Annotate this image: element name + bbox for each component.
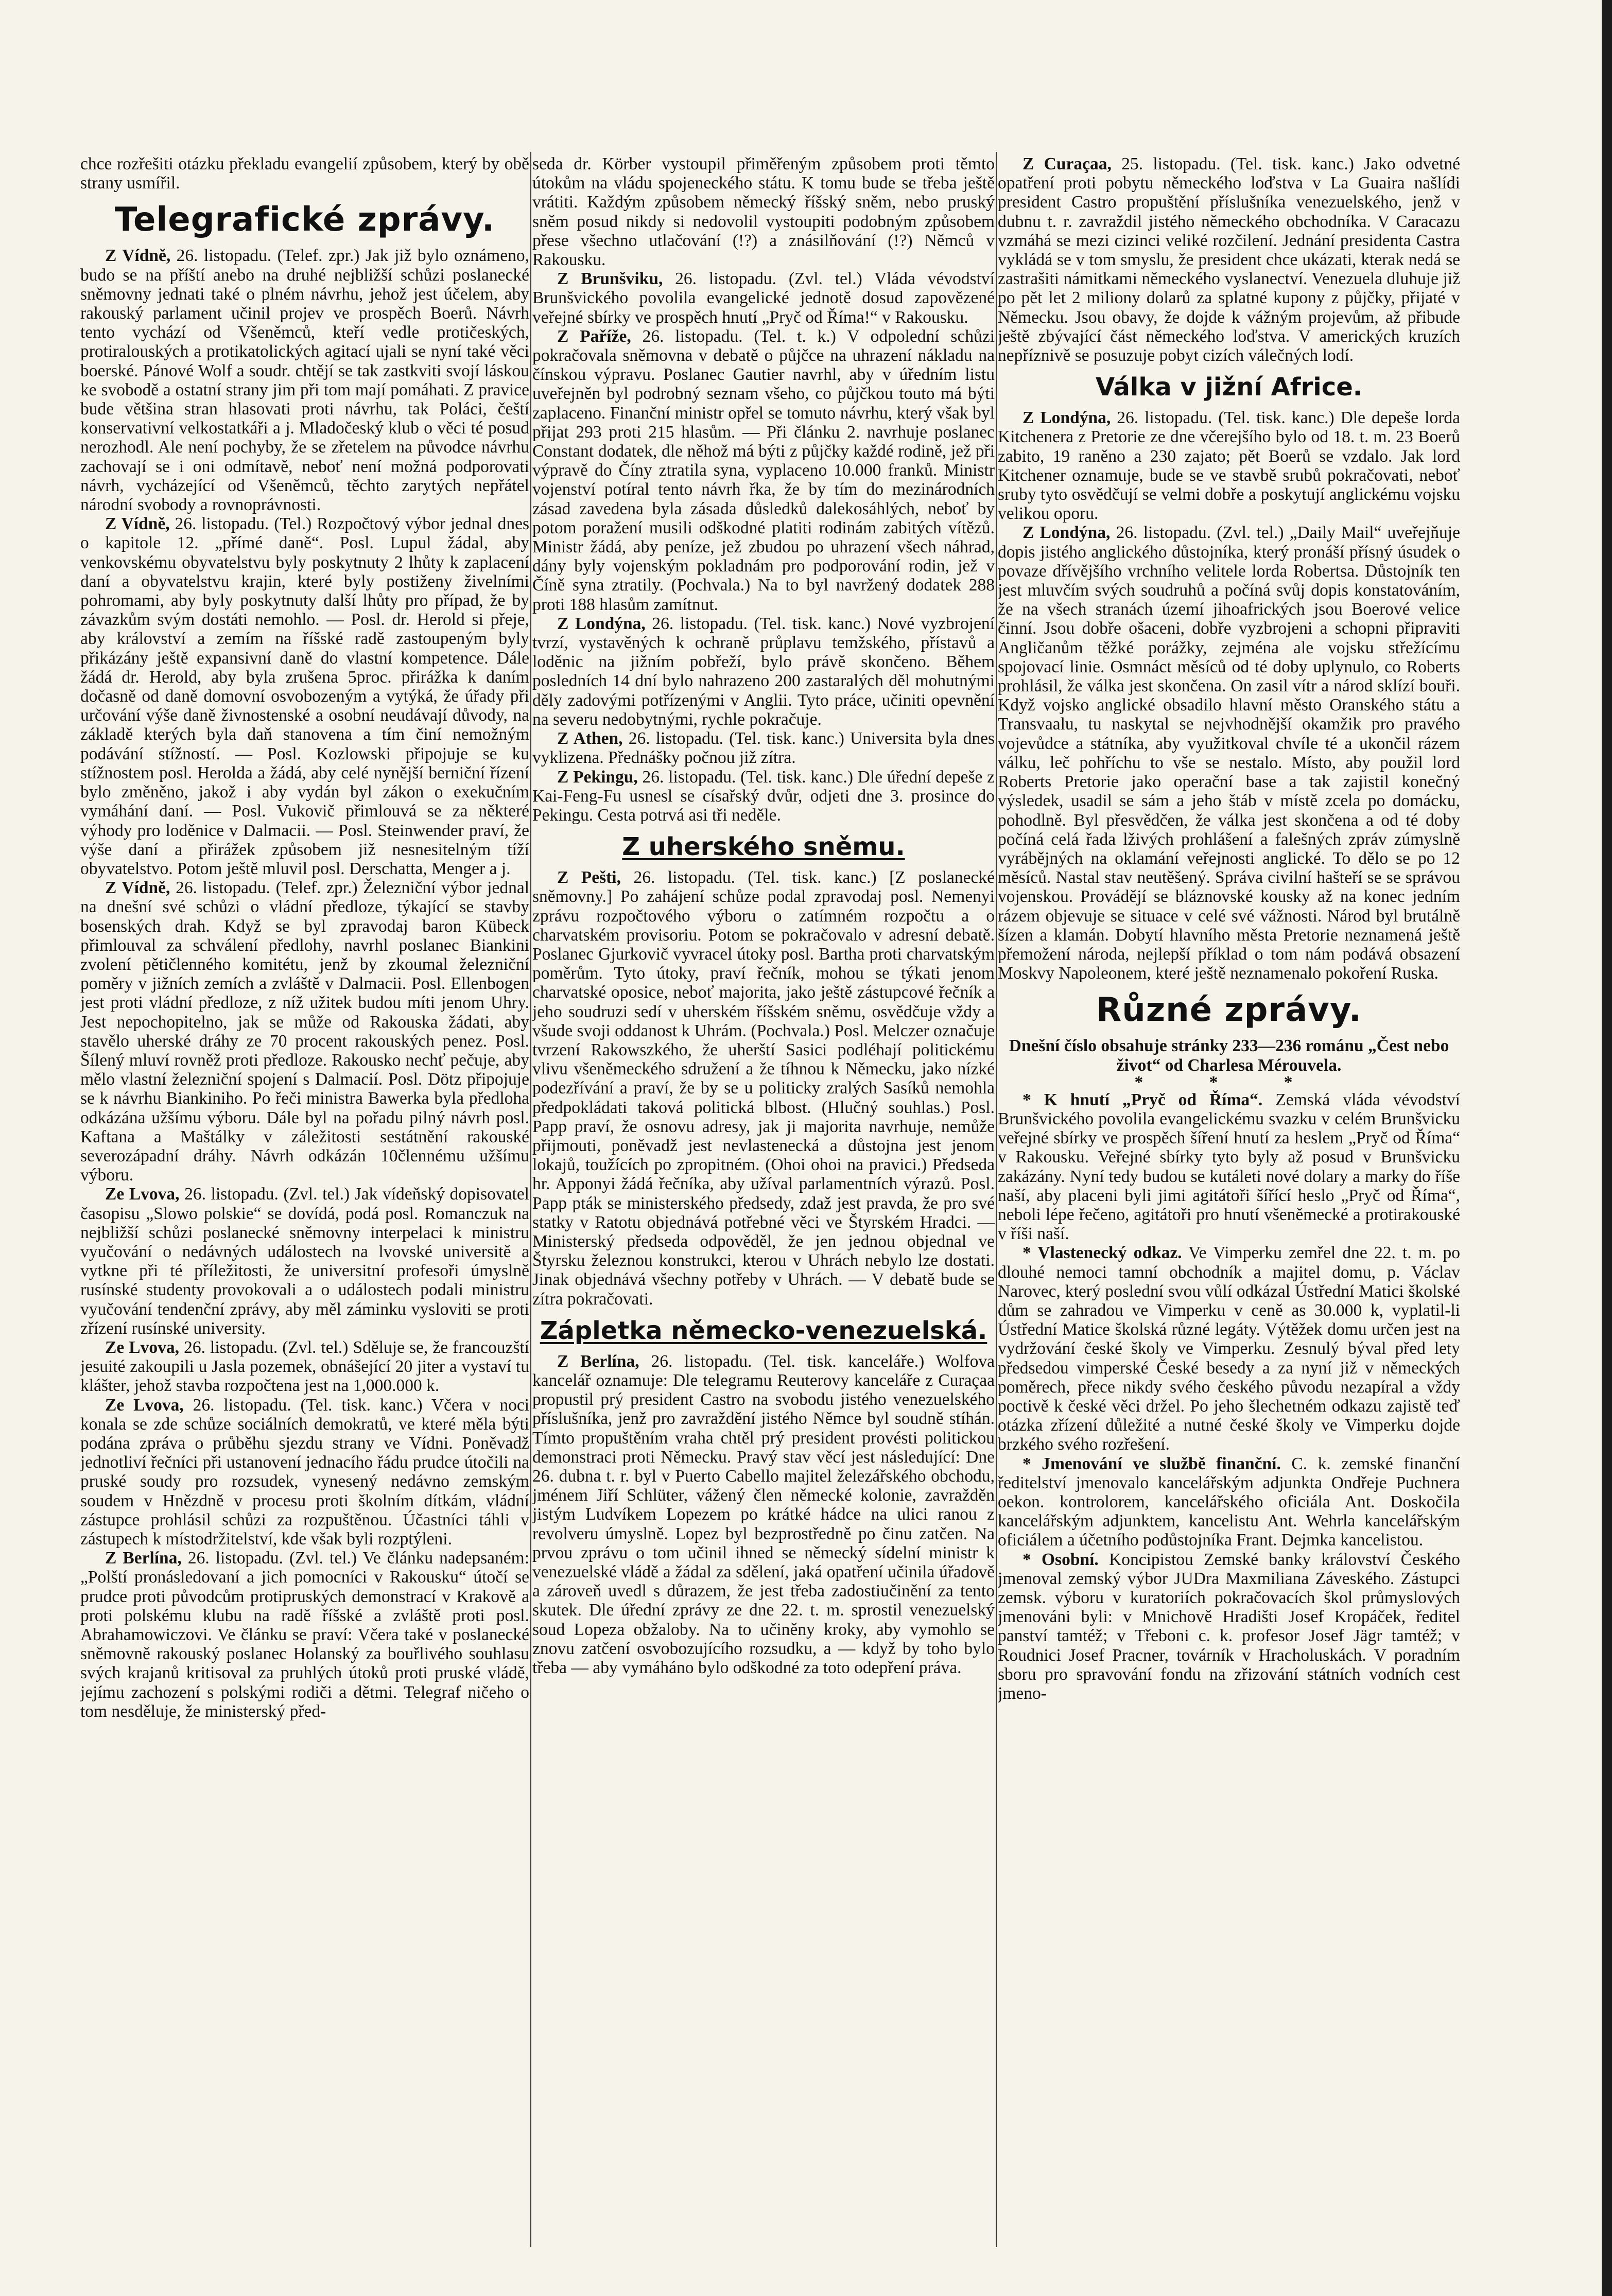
news-item	[532, 269, 995, 327]
dateline: Z Londýna,	[1022, 408, 1111, 428]
column-2	[532, 154, 995, 2250]
separator-stars: * * *	[1134, 1072, 1324, 1092]
news-item	[532, 868, 995, 1309]
column-1	[80, 154, 529, 2250]
heading-text: Z uherského sněmu.	[622, 832, 905, 862]
dateline: Z Athen,	[557, 729, 623, 749]
news-item	[998, 154, 1460, 365]
news-item	[532, 729, 995, 767]
news-text: 26. listopadu. (Telef. zpr.) Jak již bylo oznámeno, budo se na příští anebo na druhé nejbližší schůzi poslanecké sněmovny jednati také o plném návrhu, jehož jest účelem, aby rakouský parlament učinil projev ve prospěch Boerů. Návrh tento vychází od Všeněmců, kteří vedle protičeských, protiralouských a protikatolických agitací ujali se nyní také věci boerské. Pánové Wolf a soudr. chtějí se tak zastkviti svojí láskou ke svobodě a ostatní strany jim při tom mají pomáhati. Z pravice bude většina stran hlasovati proti návrhu, tak Poláci, čeští konservativní velkostatkáři a j. Mladočeský klub o věci té posud nerozhodl. Ale není pochyby, že se zřetelem na původce návrhu zachovají se i oni odmítavě, neboť není možná podporovati návrh, vycházející od Všeněmců, těchto zarytých nepřátel národní svobody a rovnoprávnosti.	[80, 246, 529, 515]
news-item	[998, 1454, 1460, 1550]
news-text: 26. listopadu. (Zvl. tel.) Ve článku nadepsaném: „Polští pronásledovaní a jich pomocníci v Rakousku“ útočí se prudce proti původcům protipruských demonstrací v Krakově a proti polskému klubu na radě říšské a zvláště proti posl. Abrahamowiczovi. Ve článku se praví: Včera také v poslanecké sněmovně rakouský poslanec Holanský za bouřlivého souhlasu svých krajanů kritisoval za pruhlých útoků proti pruské vládě, jejímu zachození s polskými rodiči a dětmi. Telegraf ničeho o tom nesděluje, že ministerský před-	[80, 1549, 529, 1721]
dateline: Z Vídně,	[105, 514, 170, 534]
dateline: Z Curaçaa,	[1022, 154, 1112, 173]
column-divider	[530, 152, 531, 2247]
news-text: 26. listopadu. (Zvl. tel.) Jak vídeňský dopisovatel časopisu „Slowo polskie“ se dovídá, podá posl. Romanczuk na nejbližší schůzi poslanecké sněmovny interpelaci k ministru vyučování o nedávných událostech na lvovské universitě a vytkne při té příležitosti, že universitní profesoři úmyslně rusínské studenty provokovali a o událostech podali ministru vyučování tendenční zprávy, aby měl záminku vysloviti se proti zřízení rusínské university.	[80, 1185, 529, 1338]
dateline: Z Londýna,	[1022, 523, 1111, 543]
news-text: 25. listopadu. (Tel. tisk. kanc.) Jako odvetné opatření proti pobytu německého loďstva v La Guaira našlídi president Castro propuštění příslušníka venezuelského, jenž v dubnu t. r. zavraždil jistého německého obchodníka. V Caracazu vzmáhá se mezi cizinci veliké rozčilení. Jednání presidenta Castra vykládá se v tom smyslu, že president chce ukázati, kterak nedá se zastrašiti námitkami německého vyslanectví. Venezuela dluhuje již po pět let 2 miliony dolarů za splatné kupony z půjčky, přijaté v Německu. Jsou obavy, že dojde k vážným projevům, až přibude ještě zbývající část německého loďstva. V amerických kruzích nepříznivě se posuzuje pobyt cizích válečných lodí.	[998, 154, 1460, 366]
news-item	[998, 523, 1460, 983]
section-heading-misc-news: Různé zprávy.	[1096, 991, 1362, 1030]
news-item	[532, 614, 995, 729]
dateline: Z Brunšviku,	[557, 269, 663, 289]
news-item	[998, 1090, 1460, 1244]
news-item	[532, 327, 995, 614]
news-text: Ve Vimperku zemřel dne 22. t. m. po dlouhé nemoci tamní obchodník a majitel domu, p. Václav Narovec, který poslední svou vůlí odkázal Ústřední Matici školské dům se zahradou ve Vimperku v ceně as 30.000 k, vyplatil-li Ústřední Matice školská různé legáty. Výtěžek domu určen jest na vydržování české školy ve Vimperku. Zesnulý býval před lety předsedou vimperské České besedy a za nyní již v německých poměrech, přece nikdy svého českého původu nezapíral a vždy poctivě k české věci držel. Po jeho šlechetném odkazu zajistě teď otázka zřízení důležité a nutné české školy ve Vimperku dojde brzkého svého rozřešení.	[998, 1243, 1460, 1454]
news-text: 26. listopadu. (Tel. tisk. kanc.) Universita byla dnes vyklizena. Přednášky počnou již zítra.	[532, 729, 995, 768]
dateline: Z Pešti,	[557, 868, 621, 888]
dateline: Z Berlína,	[557, 1351, 639, 1371]
news-text: C. k. zemské finanční ředitelství jmenovalo kancelářským adjunkta Ondřeje Puchnera oekon. kontrolorem, kancelářského oficiála Ant. Doskočila kancelářským adjunktem, kancelistu Ant. Wehrla kancelářským oficiálem a účetního podůstojníka Frant. Dejmka kancelistou.	[998, 1454, 1460, 1550]
dateline: Z Pekingu,	[557, 767, 638, 787]
column-3	[998, 154, 1460, 2250]
news-text: 26. listopadu. (Tel.) Rozpočtový výbor jednal dnes o kapitole 12. „přímé daně“. Posl. Lupul žádal, aby venkovskému obyvatelstvu byly poskytnuty 2 lhůty k zaplacení daní a obyvatelstvu krajin, které byly postiženy živelními pohromami, aby byly poskytnuty další lhůty pro případ, že by závazkům svým dostáti nemohlo. — Posl. dr. Herold si přeje, aby království a zemím na říšské radě zastoupeným byly přikázány ještě expansivní daně do vlastní kompetence. Dále žádá dr. Herold, aby byla zrušena 5proc. přirážka k daním dočasně od daně domovní osvobozeným a vytýká, že úřady při určování výše daně živnostenské a osobní neudávají důvody, na základě kterých byla daň stanovena a tím činí nemožným podávání stížností. — Posl. Kozlowski připojuje se ku stížnostem posl. Herolda a žádá, aby celé nynější berniční řízení bylo změněno, jakož i aby vydán byl zákon o exekučním vymáhání daní. — Posl. Vukovič přimlouvá se za některé výhody pro loděnice v Dalmacii. — Posl. Steinwender praví, že výše daní a přirážek způsobem již nesnesitelným tíží obyvatelstvo. Potom ještě mluvil posl. Derschatta, Menger a j.	[80, 514, 529, 878]
news-text: Zemská vláda vévodství Brunšvického povolila evangelickému svazku v celém Brunšvicku veřejné sbírky ve prospěch šíření hnutí za heslem „Pryč od Říma“ v Rakousku. Veřejné sbírky tyto byly až posud v Brunšvicku zakázány. Nyní tedy budou se kutáleti nové dolary a marky do říše naší, aby placeni byli jimi agitátoři šířící heslo „Pryč od Říma“, neboli lépe řečeno, agitátoři pro hnutí všeněmecké a protirakouské v říši naší.	[998, 1090, 1460, 1244]
heading-text: Zápletka německo-venezuelská.	[540, 1316, 987, 1345]
serial-notice: Dnešní číslo obsahuje stránky 233—236 románu „Čest nebo život“ od Charlesa Mérouvela.	[1009, 1036, 1449, 1075]
section-heading-south-africa: Válka v jižní Africe.	[1096, 373, 1362, 402]
news-text: 26. listopadu. (Zvl. tel.) Vláda vévodství Brunšvického povolila evangelické jednotě dosud zapovězené veřejné sbírky ve prospěch hnutí „Pryč od Říma!“ v Rakousku.	[532, 269, 995, 327]
dateline: Z Londýna,	[557, 614, 646, 633]
news-text: 26. listopadu. (Tel. tisk. kanc.) Dle úřední depeše z Kai-Feng-Fu usnesl se císařský dvůr, odjeti dne 3. prosince do Pekingu. Cesta potrvá asi tři neděle.	[532, 767, 995, 825]
news-item	[80, 1396, 529, 1549]
dateline: Z Paříže,	[557, 326, 631, 346]
continued-text: seda dr. Körber vystoupil přiměřeným způsobem proti těmto útokům na vládu spojeneckého státu. K tomu bude se třeba ještě vrátiti. Každým způsobem německý říšský sněm, nebo pruský sněm posud nikdy si nedovolil vystoupiti podobným způsobem přese všechno utlačování (!?) a znásilňování (!?) Němců v Rakousku.	[532, 154, 995, 270]
news-item	[80, 1338, 529, 1396]
section-heading-telegrams: Telegrafické zprávy.	[114, 201, 495, 239]
continued-text: chce rozřešiti otázku překladu evangelií způsobem, který by obě strany usmířil.	[80, 154, 529, 193]
news-item	[80, 1185, 529, 1338]
column-divider	[996, 152, 997, 2247]
dateline: * Vlastenecký odkaz.	[1022, 1243, 1182, 1263]
dateline: * K hnutí „Pryč od Říma“.	[1022, 1090, 1263, 1109]
news-text: 26. listopadu. (Zvl. tel.) Sděluje se, že francouzští jesuité zakoupili u Jasla pozemek, obnášející 20 jiter a vystaví tu klášter, jehož stavba rozpočtena jest na 1,000.000 k.	[80, 1337, 529, 1396]
news-text: 26. listopadu. (Tel. tisk. kanceláře.) Wolfova kancelář oznamuje: Dle telegramu Reuterovy kanceláře z Curaçaa propustil prý president Castro na svobodu jistého venezuelského příslušníka, jenž pro zavraždění jistého Němce byl soudně stíhán. Tímto propuštěním vraha chtěl prý president provésti politickou demonstraci proti Německu. Pravý stav věcí jest následující: Dne 26. dubna t. r. byl v Puerto Cabello majitel železářského obchodu, jménem Jiří Schlüter, vážený člen německé kolonie, zavražděn jistým Ludvíkem Lopezem po krátké hádce na ulici ranou z revolveru úmyslně. Lopez byl bezprostředně po činu zatčen. Na prvou zprávu o tom učinil ihned se německý sídelní ministr k venezuelské vládě a žádal za sdělení, jaká opatření učinila úřadově a zároveň uvedl s důrazem, že jest třeba zadostiučinění za tento skutek. Dle úřední zprávy ze dne 22. t. m. sprostil venezuelský soud Lopeza obžaloby. Na to učiněny kroky, aby vymohlo se znovu zatčení osvobozujícího rozsudku, a — když by toho bylo třeba — aby vymáháno bylo odškodné za toto odepření práva.	[532, 1351, 995, 1678]
dateline: Ze Lvova,	[105, 1185, 180, 1204]
news-text: 26. listopadu. (Zvl. tel.) „Daily Mail“ uveřejňuje dopis jistého anglického důstojníka, který pronáší přísný úsudek o povaze dřívějšího vrchního velitele lorda Robertsa. Důstojník ten jest mluvčím svých soudruhů a počíná svůj dopis konstatováním, že na všech stranách území jihoafrických jsou Boerové velice činní. Jsou dobře ošaceni, dobře vyzbrojeni a schopni připraviti Angličanům těžké porážky, zejména ale vojsku střežícímu spojovací linie. Osmnáct měsíců od té doby uplynulo, co Roberts prohlásil, že válka jest skončena. On zasil vítr a národ sklízí bouři. Když vojsko anglické obsadilo hlavní město Oranského státu a Transvaalu, tu naskytal se nejvhodnější okamžik pro pravého vojevůdce a státníka, aby využitkoval chvíle té a ukončil rázem válku, leč pohříchu to vše se nestalo. Místo, aby použil lord Roberts Pretorie jako operační base a tak zajistil konečný výsledek, usadil se sám a jeho štáb v místě zcela po domácku, pohodlně. Byl přesvědčen, že válka jest skončena a od té doby počíná celá řada lživých prohlášení a falešných zpráv zúmyslně vyrábějných na oklamání veřejnosti anglické. To dělo se po 12 měsíců. Nastal stav neutěšený. Správa civilní hašteří se se správou vojenskou. Provádějí se bláznovské kousky až na konec jedním rázem objevuje se situace v celé své vážnosti. Národ byl brutálně šízen a klamán. Dobytí hlavního města Pretorie neznamená ještě přemožení národa, nejlepší příklad o tom nám podává obsazení Moskvy Napoleonem, které ještě neznamenalo pokoření Ruska.	[998, 523, 1460, 983]
news-item	[80, 514, 529, 878]
section-heading-venezuela	[532, 1316, 995, 1346]
news-text: 26. listopadu. (Tel. tisk. kanc.) Nové vyzbrojení tvrzí, vystavěných k ochraně průplavu temžského, přístavů a loděnic na jižním pobřeží, bylo právě skončeno. Během posledních 14 dní bylo nahrazeno 200 zastaralých děl mohutnými děly zadovými potřízenými v Anglii. Tyto práce, učiniti opevnění na severu nedobytnými, rychle pokračuje.	[532, 614, 995, 729]
news-text: 26. listopadu. (Telef. zpr.) Železniční výbor jednal na dnešní své schůzi o vládní předloze, týkající se stavby bosenských drah. Když se byl zpravodaj baron Kübeck přimlouval za schválení předlohy, navrhl poslanec Biankini zvolení pětičlenného komitétu, jenž by zkoumal železniční poměry v jižních zemích a zvláště v Dalmacii. Posl. Ellenbogen jest proti vládní předloze, z níž užitek budou míti jenom Uhry. Jest nepochopitelno, jak se může od Rakouska žádati, aby stavělo uherské dráhy ze 70 procent rakouských penez. Posl. Šílený mluví rovněž proti předloze. Rakousko nechť pečuje, aby mělo vlastní železniční spojení s Dalmacií. Posl. Dötz připojuje se k návrhu Biankiniho. Po řeči ministra Bawerka byla předloha odkázána užšímu výboru. Dále byl na pořadu pilný návrh posl. Kaftana a Maštálky v záležitosti sestátnění rakouské severozápadní dráhy. Návrh odkázán 10člennému užšímu výboru.	[80, 878, 529, 1185]
news-item	[998, 1243, 1460, 1454]
news-text: 26. listopadu. (Tel. tisk. kanc.) Včera v noci konala se zde schůze sociálních demokratů, ve které měla býti podána zpráva o průběhu sjezdu strany ve Vídni. Poněvadž jednotliví řečníci při ustanovení jednacího řádu prudce útočili na pruské soudy pro rozsudek, vynesený nedávno zemským soudem v Hnězdně v procesu proti školním dítkám, vládní zástupce prohlásil schůzi za rozpuštěnou. Účastníci táhli v zástupech k místodržitelství, kde však byli rozptýleni.	[80, 1395, 529, 1549]
dateline: * Jmenování ve službě finanční.	[1022, 1454, 1281, 1473]
news-item	[80, 878, 529, 1185]
news-text: 26. listopadu. (Tel. t. k.) V odpolední schůzi pokračovala sněmovna v debatě o půjčce na uhrazení nákladu na čínskou výpravu. Poslanec Gautier navrhl, aby v úředním listu uveřejněn byl podrobný seznam všeho, co půjčkou touto má býti zaplaceno. Finanční ministr opřel se tomuto návrhu, který však byl přijat 293 proti 215 hlasům. — Při článku 2. navrhuje poslanec Constant dodatek, dle něhož má býti z půjčky každé rodině, jež při výpravě do Číny ztratila syna, vyplaceno 10.000 franků. Ministr vojenství potíral tento návrh řka, že by tím do mezinárodních zásad zavedena byla zásada důsledků dalekosáhlých, neboť by potom poražení musili odškodné platiti rodinám zabitých vítězů. Ministr žádá, aby peníze, jež zbudou po uhrazení všech náhrad, dány byly vojenským pokladnám pro podporování rodin, jež v Číně syna ztratily. (Pochvala.) Na to byl navržený dodatek 288 proti 188 hlasům zamítnut.	[532, 326, 995, 614]
news-item	[998, 1550, 1460, 1703]
dateline: Ze Lvova,	[105, 1337, 179, 1357]
news-text: 26. listopadu. (Tel. tisk. kanc.) Dle depeše lorda Kitchenera z Pretorie ze dne včerejšího bylo od 18. t. m. 23 Boerů zabito, 19 raněno a 230 zajato; pět Boerů se vzdalo. Jak lord Kitchener oznamuje, bude se ve stavbě srubů pokračovati, neboť sruby tyto osvědčují se velmi dobře a poskytují anglickému vojsku velikou oporu.	[998, 408, 1460, 524]
dateline: Ze Lvova,	[105, 1395, 184, 1415]
news-item	[80, 1549, 529, 1721]
news-item	[998, 408, 1460, 523]
scan-border	[1602, 0, 1612, 2296]
news-item	[532, 768, 995, 825]
news-item	[532, 1352, 995, 1677]
news-item	[80, 246, 529, 514]
dateline: Z Vídně,	[105, 246, 171, 266]
dateline: Z Vídně,	[105, 878, 170, 898]
news-text: 26. listopadu. (Tel. tisk. kanc.) [Z poslanecké sněmovny.] Po zahájení schůze podal zpravodaj posl. Nemenyi zprávu rozpočtového výboru o zatímném rozpočtu a o charvatském provisoriu. Potom se pokračovalo v adresní debatě. Poslanec Gjurkovič vyvracel útoky posl. Bartha proti charvatským poměrům. Tyto útoky, praví řečník, mohou se týkati jenom charvatské oposice, neboť majorita, jako ještě zástupcové řečník a jeho soudruzi sedí v uherském říšském sněmu, osvědčuje vždy a všude svoji oddanost k Uhrám. (Pochvala.) Posl. Melczer označuje tvrzení Rakowszkého, že uherští Sasici podléhají politickému vlivu všeněmeckého sdružení a že tíhnou k Německu, jako nízké podezřívání a praví, že by se u politicky zralých Sasíků nemohla předpokládati taková politická blbost. (Hlučný souhlas.) Posl. Papp praví, že osnovu adresy, jak ji majorita navrhuje, nemůže přijmouti, poněvadž jest nevlastenecká a důstojna jest jenom lokajů, toužících po zpropitném. (Ohoi ohoi na pravici.) Předseda hr. Apponyi žádá řečníka, aby užíval parlamentních výrazů. Posl. Papp pták se ministerského předsedy, zdaž jest pravda, že pro své statky v Ratotu objednává potřebné věci ve Štyrském Hradci. — Ministerský předseda odpověděl, že jen jednou objednal ve Štyrsku železnou konstrukci, kterou v Uhrách nebylo lze dostati. Jinak objednává všechny potřeby v Uhrách. — V debatě bude se zítra pokračovati.	[532, 868, 995, 1309]
news-text: Koncipistou Zemské banky království Českého jmenoval zemský výbor JUDra Maxmiliana Záveského. Zástupci zemsk. výboru v kuratoriích pokračovacích škol průmyslových jmenováni byli: v Mnichově Hradišti Josef Kropáček, ředitel panství tamtéž; v Třeboni c. k. profesor Josef Jägr tamtéž; v Roudnici Josef Pracner, továrník v Hracholuskách. V poradním sboru pro spravování fondu na zřizování státních vodních cest jmeno-	[998, 1550, 1460, 1703]
dateline: Z Berlína,	[105, 1549, 182, 1568]
dateline: * Osobní.	[1022, 1550, 1099, 1569]
section-heading-hungarian-diet	[532, 832, 995, 862]
